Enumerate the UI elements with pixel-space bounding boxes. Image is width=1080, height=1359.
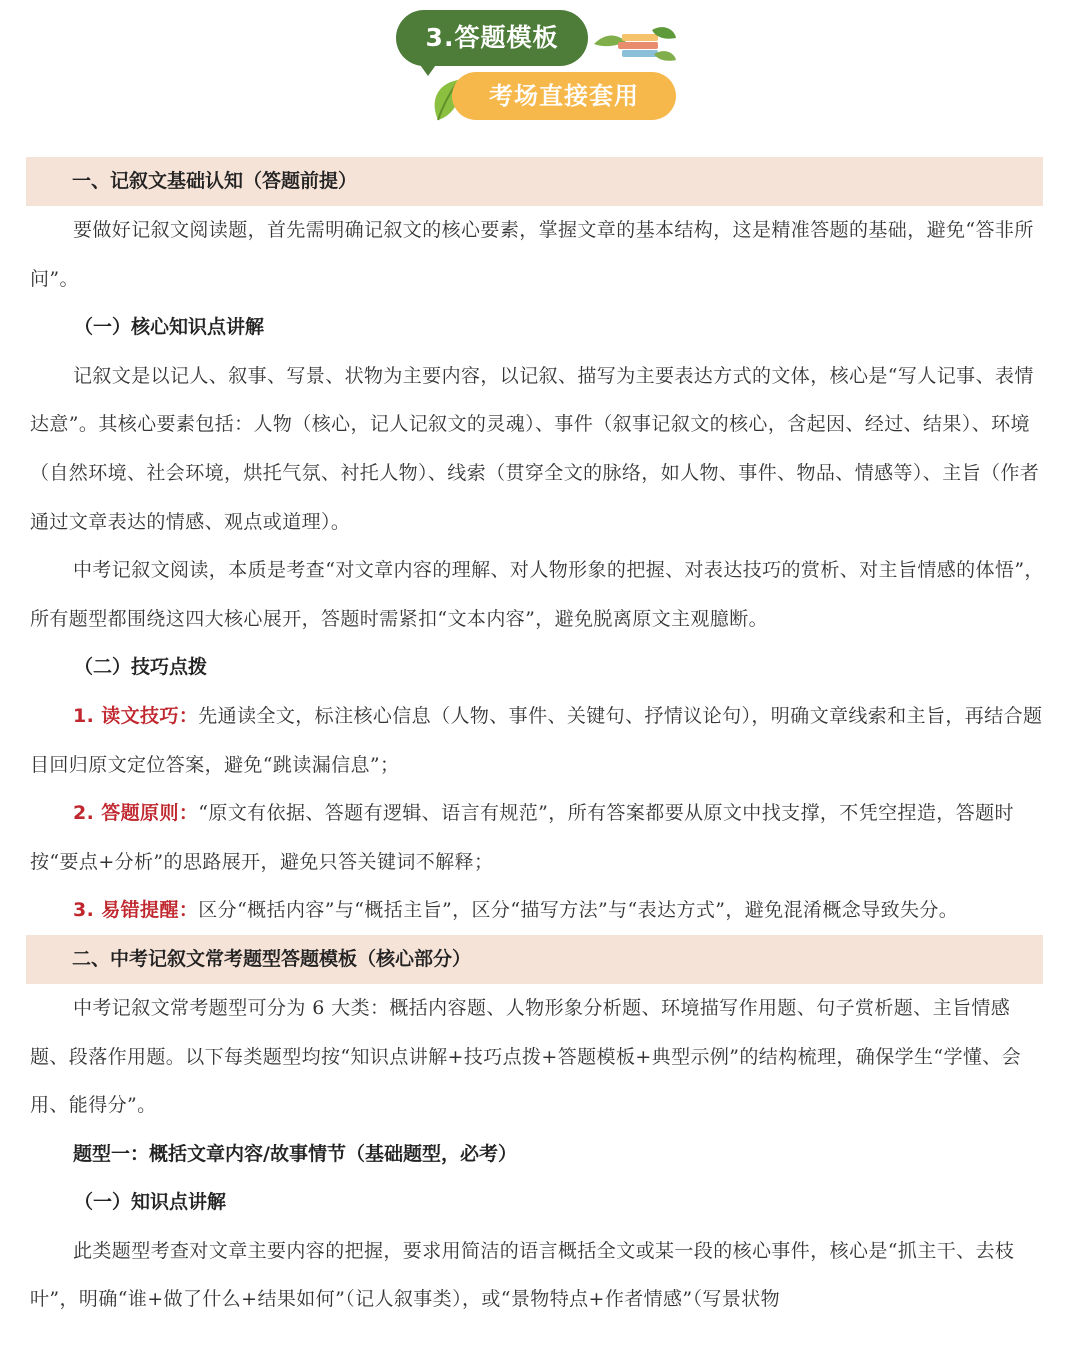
- section-heading-2: 二、中考记叙文常考题型答题模板（核心部分）: [26, 935, 1043, 984]
- section1-paragraph-2: 中考记叙文阅读，本质是考查“对文章内容的理解、对人物形象的把握、对表达技巧的赏析、对主旨情感的体悟”，所有题型都围绕这四大核心展开，答题时需紧扣“文本内容”，避免脱离原文主观臆断。: [30, 559, 1044, 630]
- subtitle-badge-text: 考场直接套用: [489, 82, 639, 110]
- tip-label: 1. 读文技巧：: [73, 704, 199, 727]
- header-banner: [0, 0, 1080, 150]
- section1-paragraph-1: 记叙文是以记人、叙事、写景、状物为主要内容，以记叙、描写为主要表达方式的文体，核心是“写人记事、表情达意”。其核心要素包括：人物（核心，记人记叙文的灵魂）、事件（叙事记叙文的核心，含起因、经过、结果）、环境（自然环境、社会环境，烘托气氛、衬托人物）、线索（贯穿全文的脉络，如人物、事件、物品、情感等）、主旨（作者通过文章表达的情感、观点或道理）。: [30, 364, 1040, 533]
- tip-item-1: [0, 692, 1080, 789]
- subtitle-badge: [452, 72, 676, 120]
- subheading-tips: （二）技巧点拨: [74, 656, 208, 679]
- tip-item-3: [0, 886, 1080, 935]
- tip-label: 3. 易错提醒：: [73, 899, 199, 922]
- section1-intro: 要做好记叙文阅读题，首先需明确记叙文的核心要素，掌握文章的基本结构，这是精准答题的基础，避免“答非所问”。: [30, 219, 1034, 290]
- title-badge: [396, 10, 588, 66]
- article-body: [0, 157, 1080, 1324]
- tip-text: 区分“概括内容”与“概括主旨”，区分“描写方法”与“表达方式”，避免混淆概念导致失分。: [198, 899, 959, 922]
- section2-intro: 中考记叙文常考题型可分为 6 大类：概括内容题、人物形象分析题、环境描写作用题、句子赏析题、主旨情感题、段落作用题。以下每类题型均按“知识点讲解+技巧点拨+答题模板+典型示例”的结构梳理，确保学生“学懂、会用、能得分”。: [30, 996, 1022, 1117]
- tip-text: “原文有依据、答题有逻辑、语言有规范”，所有答案都要从原文中找支撑，不凭空捏造，答题时按“要点+分析”的思路展开，避免只答关键词不解释；: [30, 802, 1014, 873]
- section-heading-1: 一、记叙文基础认知（答题前提）: [26, 157, 1043, 206]
- tip-label: 2. 答题原则：: [73, 802, 199, 825]
- books-leaf-icon: [592, 24, 678, 64]
- subheading-knowledge: （一）知识点讲解: [74, 1191, 227, 1214]
- speech-tail-icon: [418, 62, 438, 76]
- tip-text: 先通读全文，标注核心信息（人物、事件、关键句、抒情议论句），明确文章线索和主旨，再结合题目回归原文定位答案，避免“跳读漏信息”；: [30, 704, 1043, 776]
- title-badge-text: 3.答题模板: [425, 23, 559, 52]
- section2-paragraph-1: 此类题型考查对文章主要内容的把握，要求用简洁的语言概括全文或某一段的核心事件，核心是“抓主干、去枝叶”，明确“谁+做了什么+结果如何”（记人叙事类），或“景物特点+作者情感”（写景状物: [30, 1239, 1015, 1311]
- tip-item-2: [0, 789, 1080, 886]
- question-type-1-heading: 题型一：概括文章内容/故事情节（基础题型，必考）: [73, 1142, 517, 1165]
- subheading-core-knowledge: （一）核心知识点讲解: [74, 316, 265, 339]
